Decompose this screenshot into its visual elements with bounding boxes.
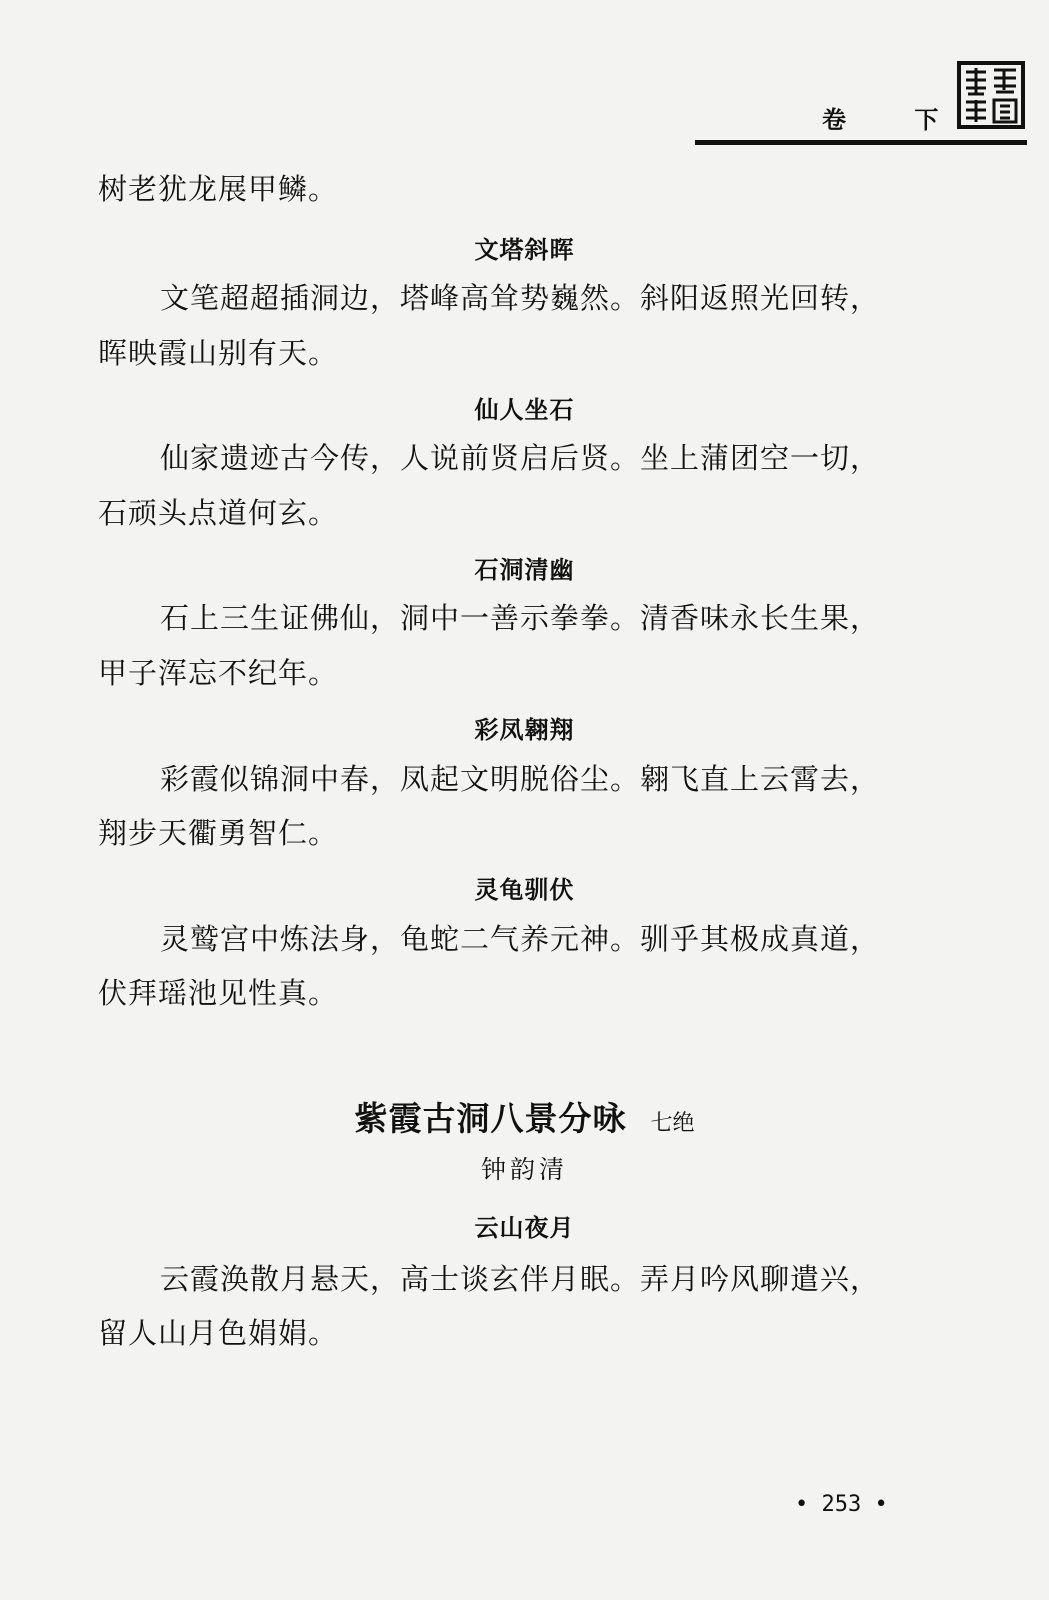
header-rule (695, 140, 1027, 145)
poem-line: 伏拜瑶池见性真。 (98, 976, 339, 1010)
seal-logo-icon (956, 60, 1026, 130)
poem-line: 灵鹫宫中炼法身，龟蛇二气养元神。驯乎其极成真道， (160, 922, 881, 956)
poem-line: 彩霞似锦洞中春，凤起文明脱俗尘。翱飞直上云霄去， (160, 762, 881, 796)
poem-line: 翔步天衢勇智仁。 (98, 816, 339, 850)
poem-line: 晖映霞山别有天。 (98, 336, 339, 370)
poem-line: 石顽头点道何玄。 (98, 496, 339, 530)
poem-title: 文塔斜晖 (474, 236, 575, 264)
author-name: 钟韵清 (480, 1155, 568, 1184)
verse-form-label: 七绝 (650, 1111, 695, 1136)
poem-line: 仙家遗迹古今传，人说前贤启后贤。坐上蒲团空一切， (160, 441, 881, 475)
section-title: 紫霞古洞八景分咏 (354, 1099, 627, 1138)
section-heading (0, 1093, 1049, 1140)
poem-title: 石洞清幽 (474, 556, 575, 584)
poem-title: 云山夜月 (474, 1214, 575, 1242)
poem-title: 仙人坐石 (474, 396, 575, 424)
poem-line: 石上三生证佛仙，洞中一善示拳拳。清香味永长生果， (160, 601, 881, 635)
poem-line: 留人山月色娟娟。 (98, 1316, 339, 1350)
poem-title: 彩凤翱翔 (474, 716, 575, 744)
poem-line: 文笔超超插洞边，塔峰高耸势巍然。斜阳返照光回转， (160, 281, 881, 315)
poem-line: 甲子浑忘不纪年。 (98, 656, 339, 690)
page-number: • 253 • (795, 1492, 888, 1517)
poem-line: 树老犹龙展甲鳞。 (98, 172, 339, 206)
poem-title: 灵龟驯伏 (474, 876, 575, 904)
poem-line: 云霞涣散月悬天，高士谈玄伴月眠。弄月吟风聊遣兴， (160, 1262, 881, 1296)
running-header: 卷 下 (822, 106, 969, 134)
